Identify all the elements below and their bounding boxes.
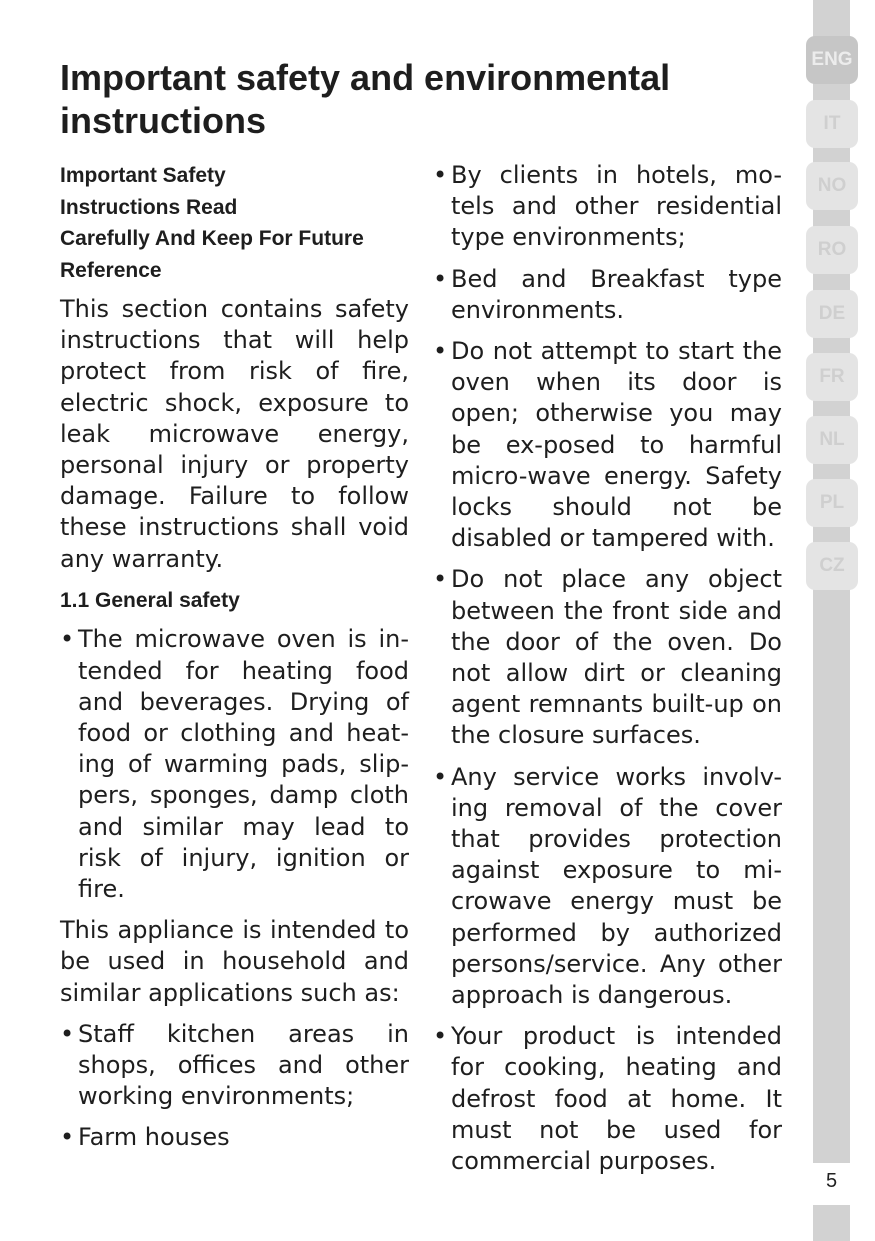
safety-subheading (60, 160, 409, 286)
subhead-line-3: Carefully And Keep For Future (60, 227, 364, 250)
bullet-item (60, 1019, 409, 1113)
intro-paragraph: This section contains safety instructions that will help protect from risk of fire, electric shock, exposure to leak microwave energy, personal injury or property damage. Failure to follow these instructions shall void any warranty. (60, 295, 409, 573)
lang-tab-it[interactable]: IT (806, 100, 858, 148)
bullet-item (433, 160, 782, 254)
bullet-item (433, 564, 782, 751)
bullet-dot: • (60, 1019, 75, 1048)
language-sidebar-footer (813, 1205, 850, 1241)
lang-tab-cz[interactable]: CZ (806, 542, 858, 590)
bullet-dot: • (60, 625, 75, 654)
bullet-item (433, 264, 782, 326)
bullet-text: Farm houses (78, 1123, 230, 1152)
bullet-dot: • (433, 161, 448, 189)
bullet-dot: • (433, 1022, 448, 1051)
left-column (60, 160, 409, 1154)
subhead-line-2: Instructions Read (60, 195, 238, 219)
bullet-text: Do not place any object between the front side and the door of the oven. Do not allow dirt or cleaning agent remnants built-up on the closure surfaces. (451, 565, 782, 750)
bullet-dot: • (433, 337, 448, 366)
lang-tab-ro[interactable]: RO (806, 226, 858, 274)
lang-tab-nl[interactable]: NL (806, 416, 858, 464)
lang-tab-de[interactable]: DE (806, 290, 858, 338)
lang-tab-pl[interactable]: PL (806, 479, 858, 527)
bullet-text: Staff kitchen areas in shops, offices and other working environments; (78, 1019, 409, 1111)
bullet-item (60, 624, 409, 905)
section-heading: 1.1 General safety (60, 588, 240, 612)
lang-tab-eng[interactable]: ENG (806, 36, 858, 84)
bullet-text: The microwave oven is in-tended for heating food and beverages. Drying of food or clothing and heat-ing of warming pads, slip-pers, sponges, damp cloth and similar may lead to risk of injury, ignition or fire. (78, 625, 409, 903)
appliance-paragraph: This appliance is intended to be used in household and similar applications such as: (60, 916, 409, 1007)
bullet-item (433, 336, 782, 554)
bullet-item (60, 1122, 409, 1153)
right-column (433, 160, 782, 1177)
bullet-text: By clients in hotels, mo-tels and other residential type environments; (451, 161, 782, 252)
bullet-dot: • (433, 264, 448, 293)
bullet-dot: • (60, 1123, 75, 1152)
page-title: Important safety and environmental instructions (60, 57, 671, 141)
bullet-text: Any service works involv-ing removal of the cover that provides protection against exposure to mi-crowave energy must be performed by authorized persons/service. Any other approach is dangerous. (451, 762, 782, 1010)
bullet-dot: • (433, 762, 448, 791)
bullet-text: Bed and Breakfast type environments. (451, 264, 782, 324)
bullet-dot: • (433, 565, 448, 594)
bullet-text: Do not attempt to start the oven when its door is open; otherwise you may be ex-posed to harmful micro-wave energy. Safety locks should not be disabled or tampered with. (451, 337, 782, 553)
subhead-line-1: Important Safety (60, 164, 226, 187)
subhead-line-4: Reference (60, 258, 162, 282)
lang-tab-fr[interactable]: FR (806, 353, 858, 401)
lang-tab-no[interactable]: NO (806, 162, 858, 210)
bullet-item (433, 762, 782, 1012)
bullet-item (433, 1021, 782, 1177)
page-number: 5 (825, 1170, 838, 1192)
bullet-text: Your product is intended for cooking, heating and defrost food at home. It must not be used for commercial purposes. (451, 1022, 782, 1176)
